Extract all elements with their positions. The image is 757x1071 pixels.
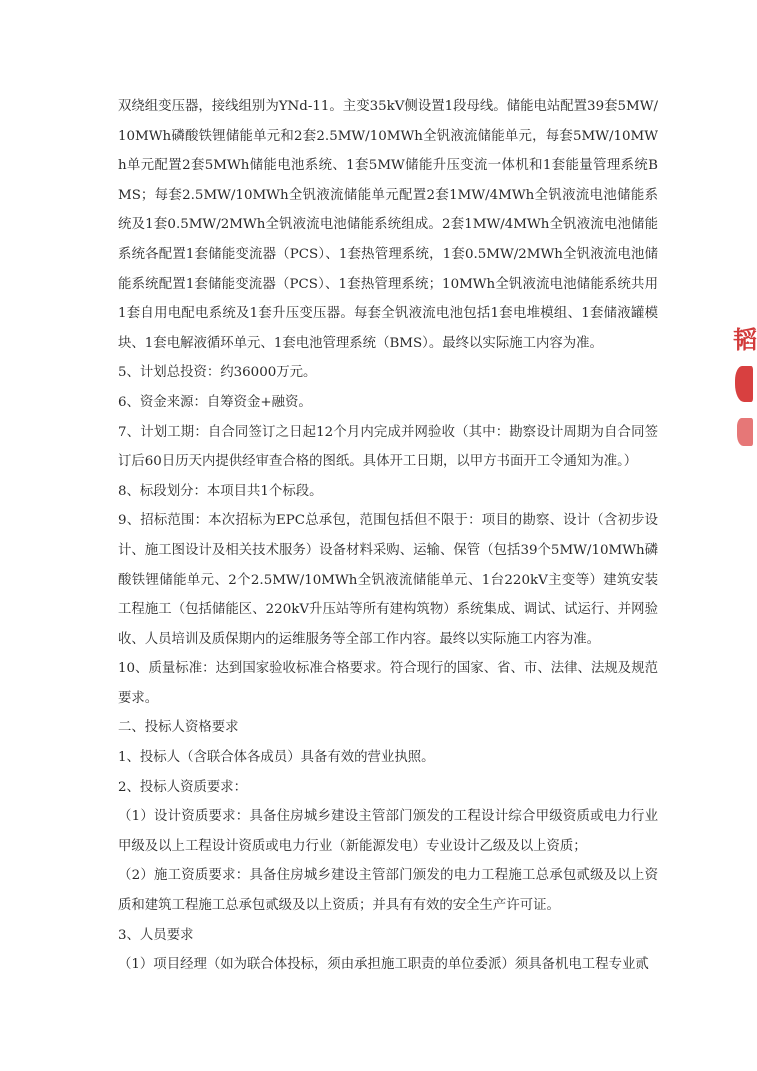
document-body <box>118 92 658 980</box>
paragraph-design-qualification: （1）设计资质要求：具备住房城乡建设主管部门颁发的工程设计综合甲级资质或电力行业甲级及以上工程设计资质或电力行业（新能源发电）专业设计乙级及以上资质； <box>118 809 658 854</box>
paragraph-personnel-heading: 3、人员要求 <box>118 927 194 943</box>
section-heading-bidder-qualification: 二、投标人资格要求 <box>118 720 239 736</box>
seal-mark <box>737 418 753 446</box>
paragraph-schedule: 7、计划工期：自合同签订之日起12个月内完成并网验收（其中：勘察设计周期为自合同签订后60日历天内提供经审查合格的图纸。具体开工日期，以甲方书面开工令通知为准。） <box>118 424 658 470</box>
seal-character: 韬 <box>733 325 757 354</box>
paragraph-business-license: 1、投标人（含联合体各成员）具备有效的营业执照。 <box>118 750 435 766</box>
paragraph-quality-standard: 10、质量标准：达到国家验收标准合格要求。符合现行的国家、省、市、法律、法规及规范要求。 <box>118 661 658 706</box>
paragraph-tender-scope: 9、招标范围：本次招标为EPC总承包，范围包括但不限于：项目的勘察、设计（含初步设计、施工图设计及相关技术服务）设备材料采购、运输、保管（包括39个5MW/10MWh磷酸铁锂储能单元、2个2.5MW/10MWh全钒液流储能单元、1台220kV主变等）建筑安装工程施工（包括储能区、220kV升压站等所有建构筑物）系统集成、调试、试运行、并网验收、人员培训及质保期内的运维服务等全部工作内容。最终以实际施工内容为准。 <box>118 513 658 647</box>
red-seal-stamp <box>729 320 757 460</box>
paragraph-lot-division: 8、标段划分：本项目共1个标段。 <box>118 483 323 499</box>
paragraph-total-investment: 5、计划总投资：约36000万元。 <box>118 365 317 381</box>
seal-mark <box>735 366 753 402</box>
paragraph-transformer-config: 双绕组变压器，接线组别为YNd-11。主变35kV侧设置1段母线。储能电站配置39套5MW/10MWh磷酸铁锂储能单元和2套2.5MW/10MWh全钒液流储能单元，每套5MW/10MWh单元配置2套5MWh储能电池系统、1套5MW储能升压变流一体机和1套能量管理系统BMS；每套2.5MW/10MWh全钒液流储能单元配置2套1MW/4MWh全钒液流电池储能系统及1套0.5MW/2MWh全钒液流电池储能系统组成。2套1MW/4MWh全钒液流电池储能系统各配置1套储能变流器（PCS）、1套热管理系统，1套0.5MW/2MWh全钒液流电池储能系统配置1套储能变流器（PCS）、1套热管理系统；10MWh全钒液流电池储能系统共用1套自用电配电系统及1套升压变压器。每套全钒液流电池包括1套电堆模组、1套储液罐模块、1套电解液循环单元、1套电池管理系统（BMS）。最终以实际施工内容为准。 <box>118 99 658 351</box>
paragraph-construction-qualification: （2）施工资质要求：具备住房城乡建设主管部门颁发的电力工程施工总承包贰级及以上资质和建筑工程施工总承包贰级及以上资质；并具有有效的安全生产许可证。 <box>118 868 658 914</box>
paragraph-qualification-heading: 2、投标人资质要求： <box>118 779 248 795</box>
paragraph-funding-source: 6、资金来源：自筹资金+融资。 <box>118 394 312 410</box>
paragraph-project-manager: （1）项目经理（如为联合体投标，须由承担施工职责的单位委派）须具备机电工程专业贰 <box>118 957 649 973</box>
